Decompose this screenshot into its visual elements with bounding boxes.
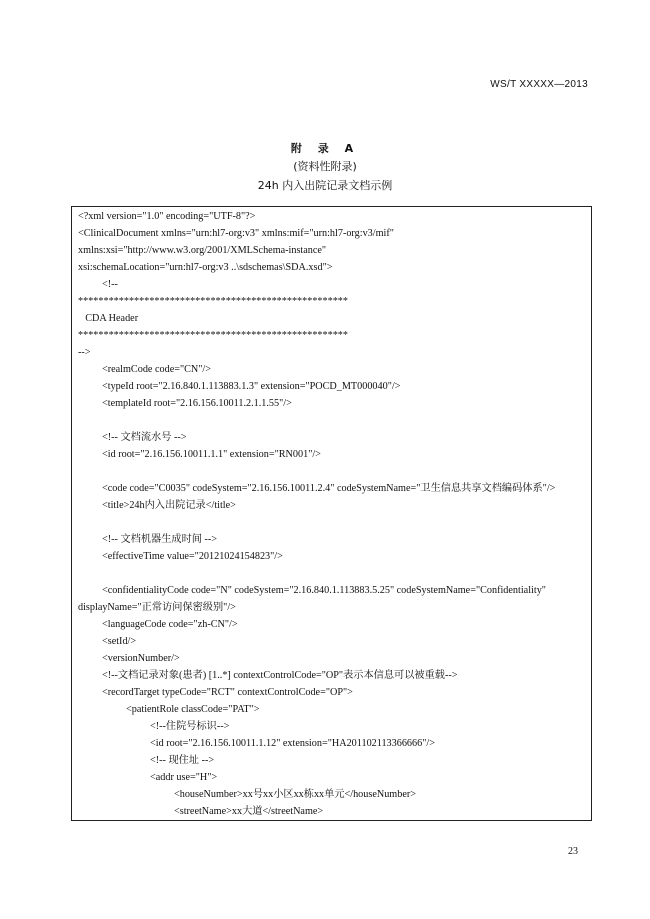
code-line: xmlns:xsi="http://www.w3.org/2001/XMLSchema-instance" [78, 245, 327, 256]
code-line: --> [78, 347, 91, 358]
xml-example-box [71, 206, 592, 821]
page-number: 23 [568, 846, 578, 857]
code-line: ***************************************************** [78, 296, 348, 307]
code-line: <!--文档记录对象(患者) [1..*] contextControlCode="OP"表示本信息可以被重载--> [102, 670, 458, 681]
appendix-name: 24h 内入出院记录文档示例 [257, 179, 393, 192]
code-line: xsi:schemaLocation="urn:hl7-org:v3 ..\sdschemas\SDA.xsd"> [78, 262, 333, 273]
appendix-title: 附 录 A [290, 142, 360, 155]
code-line: <templateId root="2.16.156.10011.2.1.1.55"/> [102, 398, 292, 409]
code-line: <confidentialityCode code="N" codeSystem="2.16.840.1.113883.5.25" codeSystemName="Confidentiality" [102, 585, 546, 596]
code-line: <!-- 文档流水号 --> [102, 432, 187, 443]
code-line: <ClinicalDocument xmlns="urn:hl7-org:v3" xmlns:mif="urn:hl7-org:v3/mif" [78, 228, 394, 239]
code-line: displayName="正常访问保密级别"/> [78, 602, 236, 613]
code-line: ***************************************************** [78, 330, 348, 341]
code-line: <houseNumber>xx号xx小区xx栋xx单元</houseNumber> [174, 789, 416, 800]
document-header-id: WS/T XXXXX—2013 [490, 79, 588, 90]
code-line: <id root="2.16.156.10011.1.12" extension="HA201102113366666"/> [150, 738, 435, 749]
code-line: <id root="2.16.156.10011.1.1" extension="RN001"/> [102, 449, 321, 460]
code-line: <streetName>xx大道</streetName> [174, 806, 324, 817]
code-line: <!-- 现住址 --> [150, 755, 215, 766]
code-line: <versionNumber/> [102, 653, 180, 664]
code-line: <realmCode code="CN"/> [102, 364, 212, 375]
code-line: <patientRole classCode="PAT"> [126, 704, 260, 715]
code-line: CDA Header [85, 313, 139, 324]
code-line: <!-- 文档机器生成时间 --> [102, 534, 218, 545]
code-line: <effectiveTime value="20121024154823"/> [102, 551, 283, 562]
code-line: <addr use="H"> [150, 772, 218, 783]
code-line: <code code="C0035" codeSystem="2.16.156.10011.2.4" codeSystemName="卫生信息共享文档编码体系"/> [102, 483, 556, 494]
code-line: <?xml version="1.0" encoding="UTF-8"?> [78, 211, 256, 222]
code-line: <setId/> [102, 636, 137, 647]
code-line: <typeId root="2.16.840.1.113883.1.3" extension="POCD_MT000040"/> [102, 381, 401, 392]
code-line: <!-- [102, 279, 118, 290]
code-line: <!--住院号标识--> [150, 721, 230, 732]
code-line: <languageCode code="zh-CN"/> [102, 619, 238, 630]
code-line: <recordTarget typeCode="RCT" contextControlCode="OP"> [102, 687, 353, 698]
appendix-type: (资料性附录) [293, 160, 357, 173]
code-line: <title>24h内入出院记录</title> [102, 500, 236, 511]
